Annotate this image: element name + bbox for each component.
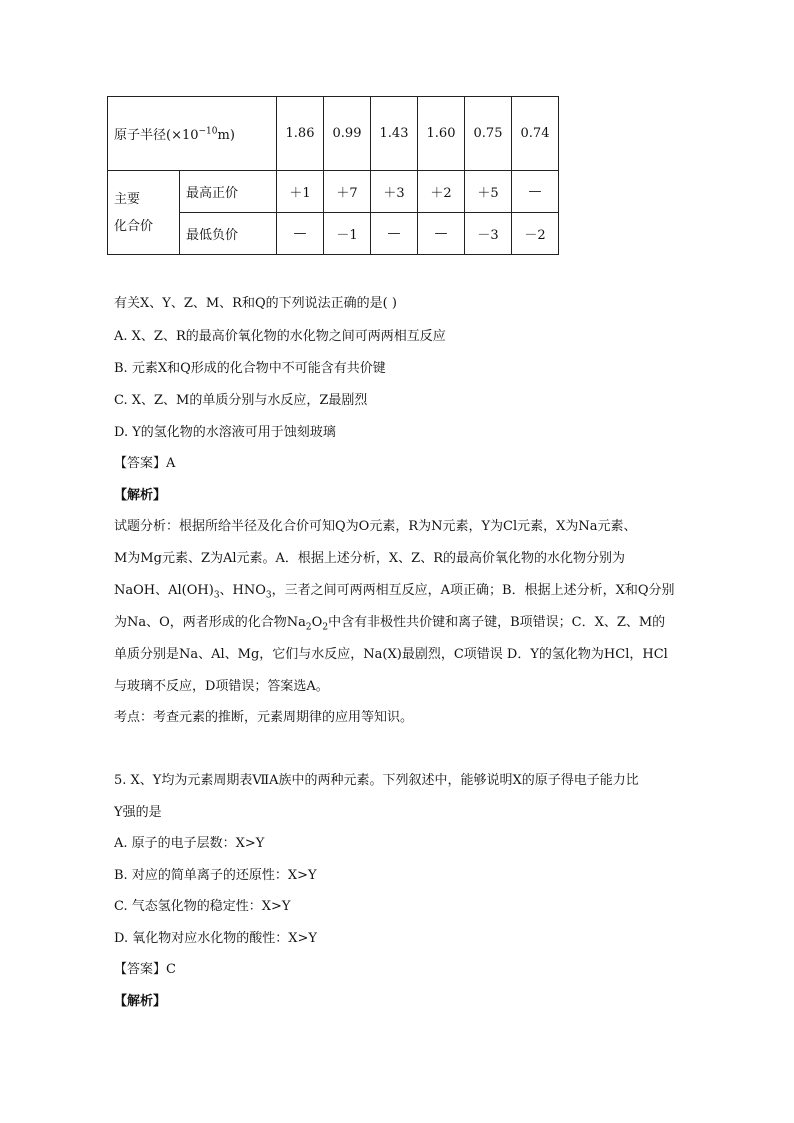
q4-option-b: B. 元素X和Q形成的化合物中不可能含有共价键 bbox=[114, 361, 386, 376]
q5-option-d: D. 氧化物对应水化物的酸性：X>Y bbox=[114, 931, 317, 946]
q4-kaodian: 考点：考查元素的推断，元素周期律的应用等知识。 bbox=[114, 710, 414, 725]
main-valence-label-2: 化合价 bbox=[114, 218, 154, 234]
lowest-valence-label: 最低负价 bbox=[180, 213, 277, 255]
table-row-radius bbox=[108, 97, 559, 171]
subscript: 2 bbox=[322, 622, 329, 633]
table-cell: 1.86 bbox=[277, 97, 324, 171]
radius-exponent: −10 bbox=[198, 126, 218, 137]
table-cell: — bbox=[512, 171, 559, 213]
q4-option-a: A. X、Z、R的最高价氧化物的水化物之间可两两相互反应 bbox=[114, 329, 446, 344]
subscript: 3 bbox=[213, 590, 220, 601]
main-valence-label-cell bbox=[108, 171, 180, 255]
q4-analysis-line-1: 试题分析：根据所给半径及化合价可知Q为O元素，R为N元素，Y为Cl元素，X为Na元素、 bbox=[114, 519, 637, 534]
q4-analysis-line-5: 单质分别是Na、Al、Mg，它们与水反应，Na(X)最剧烈，C项错误 D．Y的氢化物为HCl，HCl bbox=[114, 647, 668, 662]
analysis-text: 中含有非极性共价键和离子键，B项错误；C．X、Z、M的 bbox=[328, 615, 666, 630]
q4-analysis-line-6: 与玻璃不反应，D项错误；答案选A。 bbox=[114, 679, 329, 694]
q4-analysis-line-3 bbox=[114, 579, 675, 601]
q4-option-c: C. X、Z、M的单质分别与水反应，Z最剧烈 bbox=[114, 393, 368, 408]
table-cell: －3 bbox=[465, 213, 512, 255]
q4-option-d: D. Y的氢化物的水溶液可用于蚀刻玻璃 bbox=[114, 425, 336, 440]
table-cell: 1.60 bbox=[418, 97, 465, 171]
table-cell: 0.75 bbox=[465, 97, 512, 171]
main-valence-label-1: 主要 bbox=[114, 191, 141, 207]
q4-answer: 【答案】A bbox=[114, 456, 176, 471]
radius-label: 原子半径(×10 bbox=[114, 128, 199, 143]
analysis-text: ，三者之间可两两相互反应，A项正确；B．根据上述分析，X和Q分别 bbox=[271, 583, 675, 598]
table-cell: ＋5 bbox=[465, 171, 512, 213]
q5-answer: 【答案】C bbox=[114, 962, 176, 977]
table-cell: －1 bbox=[324, 213, 371, 255]
q5-stem-line-2: Y强的是 bbox=[114, 805, 162, 820]
subscript: 3 bbox=[265, 590, 272, 601]
radius-header-cell bbox=[108, 97, 277, 171]
table-row-highest bbox=[108, 171, 559, 213]
q4-analysis-line-4 bbox=[114, 611, 665, 633]
table-cell: ＋2 bbox=[418, 171, 465, 213]
q5-option-b: B. 对应的简单离子的还原性：X>Y bbox=[114, 868, 317, 883]
table-cell: 0.99 bbox=[324, 97, 371, 171]
q4-analysis-line-2: M为Mg元素、Z为Al元素。A．根据上述分析，X、Z、R的最高价氧化物的水化物分别为 bbox=[114, 551, 625, 566]
table-cell: 0.74 bbox=[512, 97, 559, 171]
table-cell: — bbox=[277, 213, 324, 255]
subscript: 2 bbox=[305, 622, 312, 633]
table-cell: — bbox=[371, 213, 418, 255]
table-cell: — bbox=[418, 213, 465, 255]
table-cell: －2 bbox=[512, 213, 559, 255]
analysis-text: O bbox=[311, 615, 323, 630]
q4-analysis-heading: 【解析】 bbox=[114, 488, 167, 503]
table-cell: ＋3 bbox=[371, 171, 418, 213]
highest-valence-label: 最高正价 bbox=[180, 171, 277, 213]
analysis-text: NaOH、Al(OH) bbox=[114, 583, 214, 598]
q4-stem: 有关X、Y、Z、M、R和Q的下列说法正确的是( ) bbox=[114, 296, 397, 311]
table-cell: 1.43 bbox=[371, 97, 418, 171]
analysis-text: 为Na、O，两者形成的化合物Na bbox=[114, 615, 306, 630]
analysis-text: 、HNO bbox=[219, 583, 266, 598]
radius-unit: m) bbox=[217, 128, 235, 143]
q5-option-c: C. 气态氢化物的稳定性：X>Y bbox=[114, 899, 291, 914]
element-data-table bbox=[107, 96, 559, 255]
q5-stem-line-1: 5. X、Y均为元素周期表ⅦA族中的两种元素。下列叙述中，能够说明X的原子得电子能力比 bbox=[114, 773, 639, 788]
q5-analysis-heading: 【解析】 bbox=[114, 994, 167, 1009]
table-cell: ＋7 bbox=[324, 171, 371, 213]
q5-option-a: A. 原子的电子层数：X>Y bbox=[114, 836, 265, 851]
table-cell: ＋1 bbox=[277, 171, 324, 213]
